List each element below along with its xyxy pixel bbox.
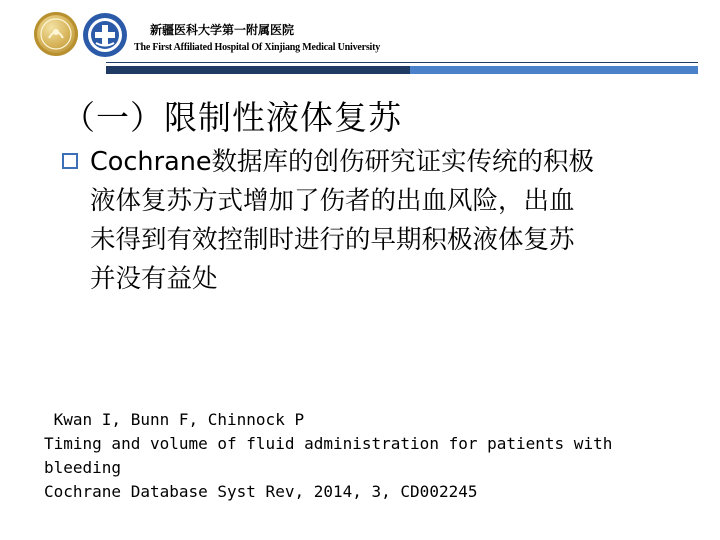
reference-title-cont: bleeding bbox=[44, 458, 122, 477]
header-bar-dark bbox=[106, 66, 410, 74]
slide-title: （一）限制性液体复苏 bbox=[62, 98, 402, 137]
header-divider-line bbox=[106, 62, 698, 63]
hollow-square-bullet-icon bbox=[62, 153, 78, 169]
bullet-paragraph bbox=[90, 143, 670, 299]
bullet-line: Cochrane数据库的创伤研究证实传统的积极 bbox=[90, 147, 595, 177]
bullet-line: 并没有益处 bbox=[90, 264, 218, 294]
reference-title: Timing and volume of fluid administration for patients with bbox=[44, 434, 613, 453]
hospital-name-en: The First Affiliated Hospital Of Xinjiang Medical University bbox=[134, 42, 381, 53]
reference-citation bbox=[44, 408, 612, 504]
gold-seal-logo bbox=[34, 12, 78, 56]
bullet-line: 液体复苏方式增加了伤者的出血风险，出血 bbox=[90, 186, 575, 216]
reference-authors: Kwan I, Bunn F, Chinnock P bbox=[44, 410, 305, 429]
reference-journal: Cochrane Database Syst Rev, 2014, 3, CD002245 bbox=[44, 482, 478, 501]
hospital-name-cn: 新疆医科大学第一附属医院 bbox=[150, 23, 295, 37]
bullet-line: 未得到有效控制时进行的早期积极液体复苏 bbox=[90, 225, 575, 255]
header-bar-light bbox=[410, 66, 698, 74]
hospital-emblem-logo bbox=[82, 12, 128, 58]
